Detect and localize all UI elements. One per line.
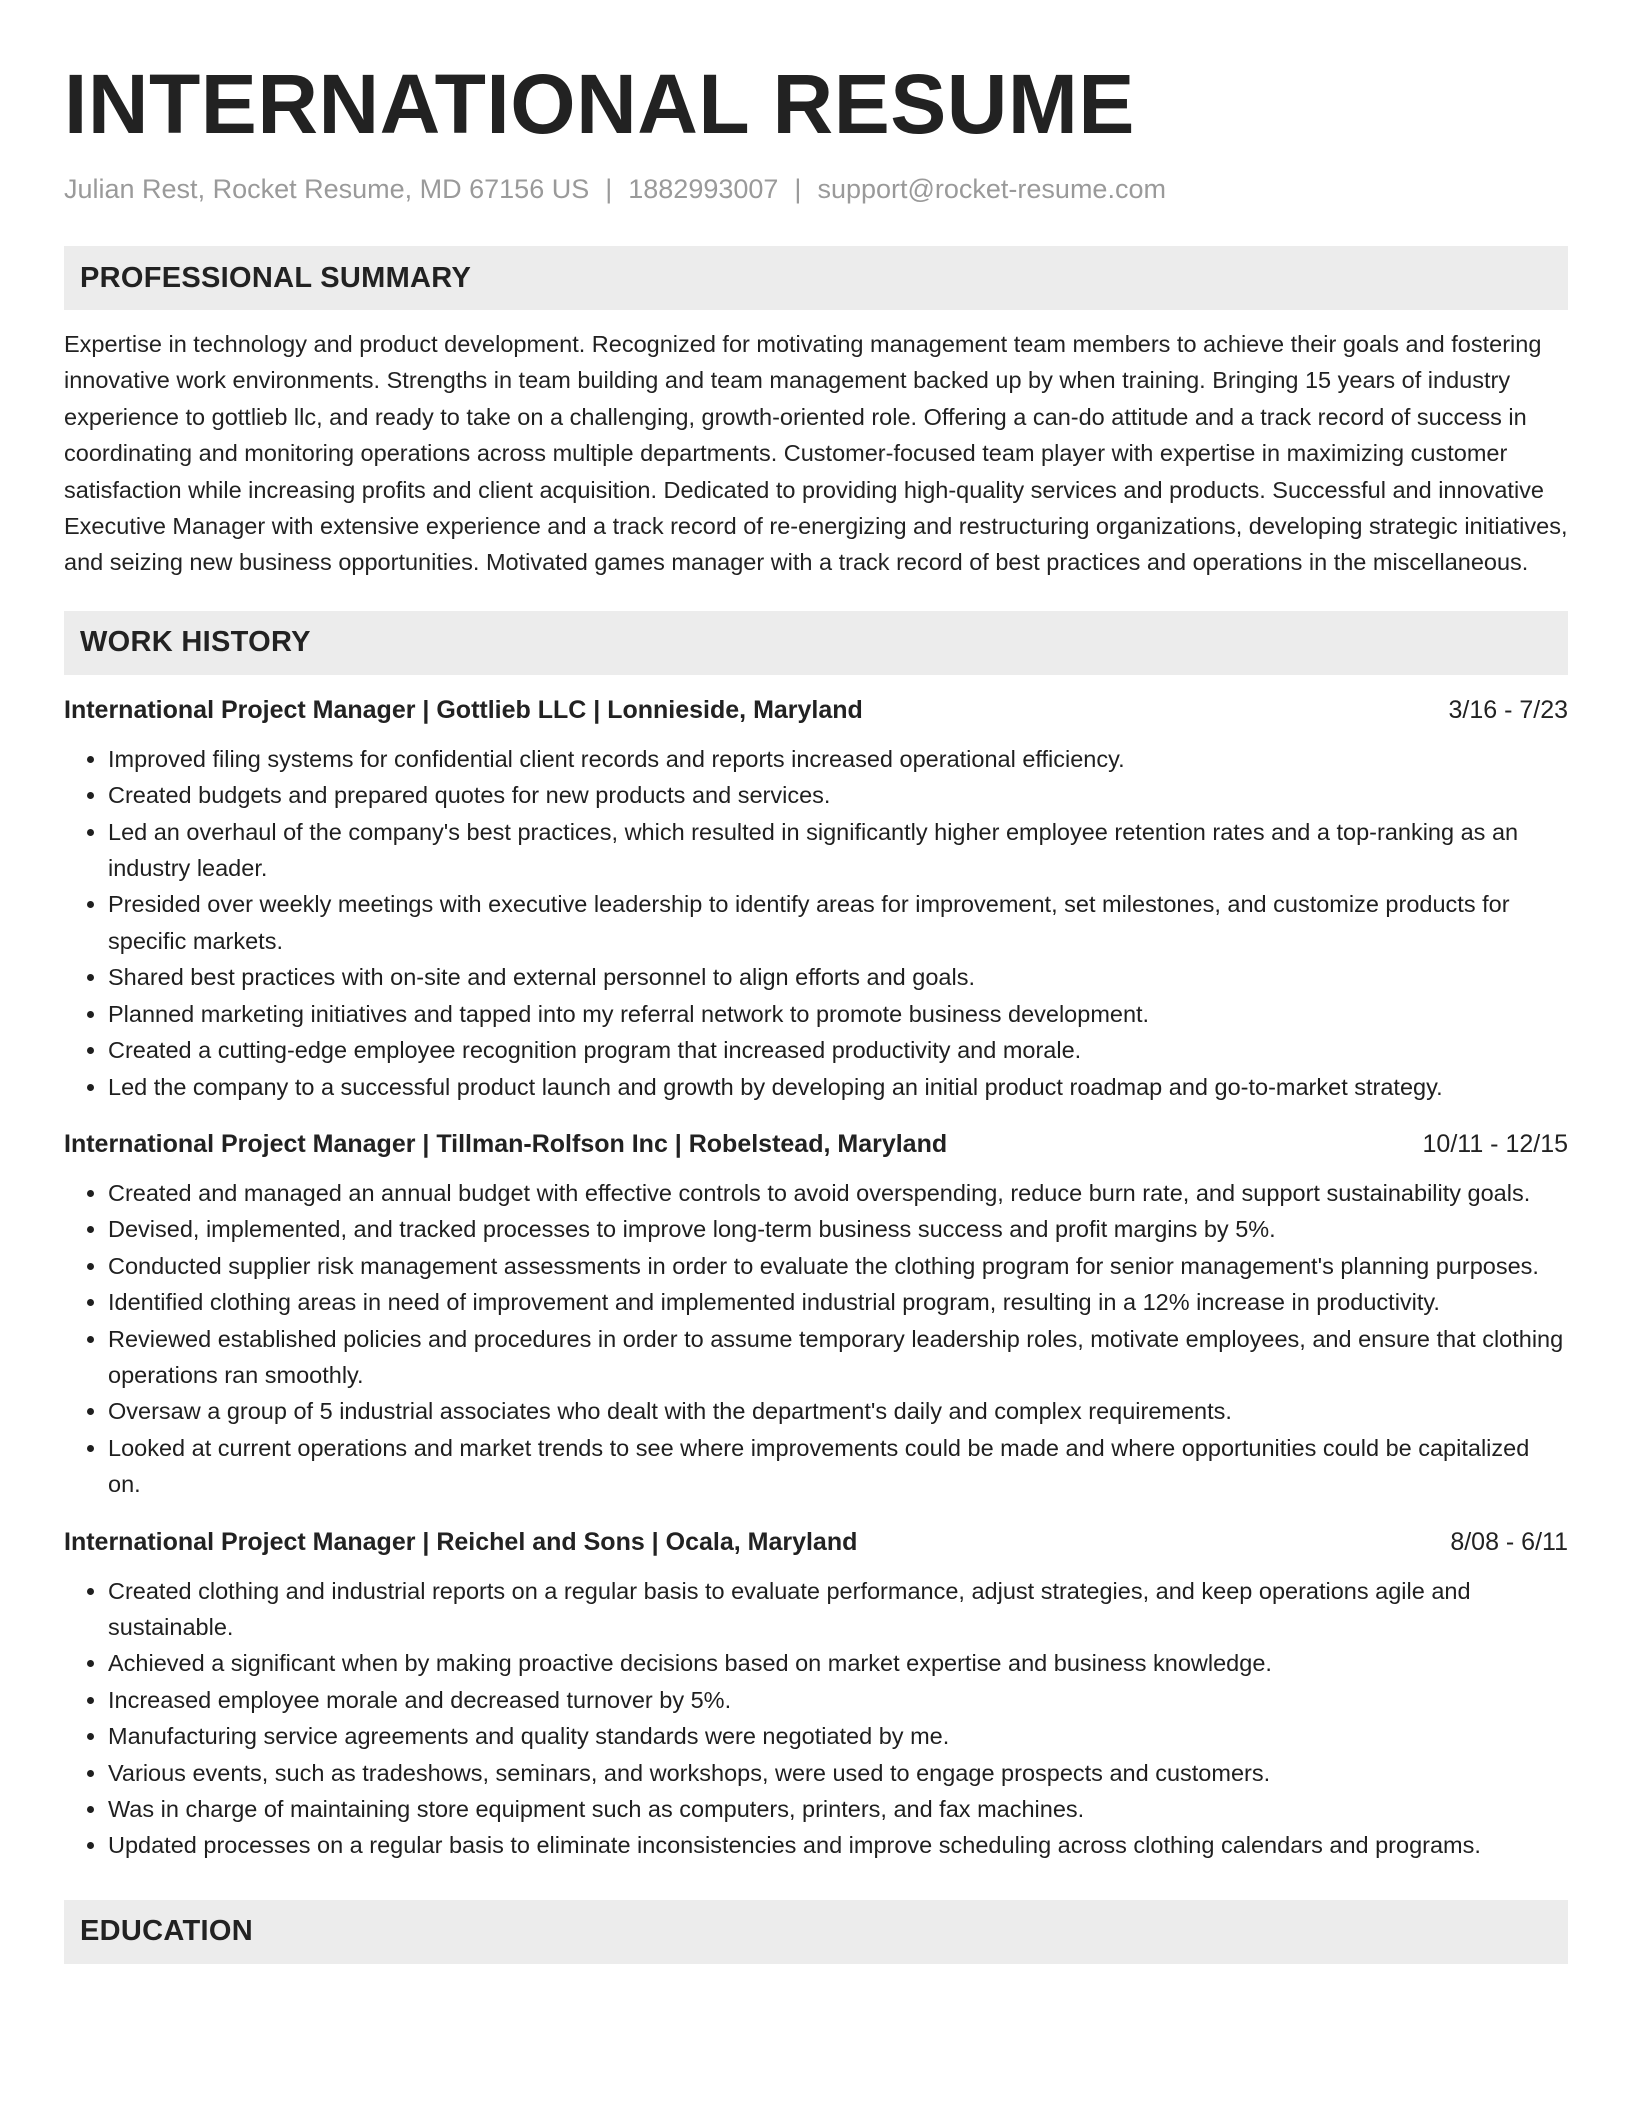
- contact-separator: |: [794, 174, 802, 204]
- section-header-work-history: WORK HISTORY: [64, 611, 1568, 675]
- work-history-list: [64, 693, 1568, 1864]
- contact-phone: 1882993007: [628, 174, 779, 204]
- summary-text: Expertise in technology and product development. Recognized for motivating management team members to achieve their goals and fostering innovative work environments. Strengths in team building and team management backed up by when training. Bringing 15 years of industry experience to gottlieb llc, and ready to take on a challenging, growth-oriented role. Offering a can-do attitude and a track record of success in coordinating and monitoring operations across multiple departments. Customer-focused team player with expertise in maximizing customer satisfaction while increasing profits and client acquisition. Dedicated to providing high-quality services and products. Successful and innovative Executive Manager with extensive experience and a track record of re-energizing and restructuring organizations, developing strategic initiatives, and seizing new business opportunities. Motivated games manager with a track record of best practices and operations in the miscellaneous.: [64, 331, 1568, 576]
- job-bullet: • Led the company to a successful product launch and growth by developing an initial product roadmap and go-to-market strategy.: [108, 1069, 1568, 1105]
- resume-title: INTERNATIONAL RESUME: [64, 57, 1135, 151]
- job-title: International Project Manager | Tillman-Rolfson Inc | Robelstead, Maryland: [64, 1129, 948, 1158]
- job-bullet: • Achieved a significant when by making proactive decisions based on market expertise and business knowledge.: [108, 1645, 1568, 1681]
- job-header: [64, 693, 1568, 727]
- job-bullet: • Shared best practices with on-site and external personnel to align efforts and goals.: [108, 959, 1568, 995]
- job-bullet: • Various events, such as tradeshows, seminars, and workshops, were used to engage prospects and customers.: [108, 1755, 1568, 1791]
- job-bullet: • Conducted supplier risk management assessments in order to evaluate the clothing program for senior management's planning purposes.: [108, 1248, 1568, 1284]
- job-bullet: • Led an overhaul of the company's best practices, which resulted in significantly higher employee retention rates and a top-ranking as an industry leader.: [108, 814, 1568, 887]
- contact-email: support@rocket-resume.com: [817, 174, 1166, 204]
- job-bullet: • Improved filing systems for confidential client records and reports increased operational efficiency.: [108, 741, 1568, 777]
- job-dates: 10/11 - 12/15: [1422, 1129, 1568, 1158]
- job-bullet: • Updated processes on a regular basis to eliminate inconsistencies and improve scheduling across clothing calendars and programs.: [108, 1827, 1568, 1863]
- job-dates: 3/16 - 7/23: [1448, 695, 1568, 724]
- job-dates: 8/08 - 6/11: [1450, 1527, 1568, 1556]
- job-header: [64, 1525, 1568, 1559]
- job-bullet: • Presided over weekly meetings with executive leadership to identify areas for improvement, set milestones, and customize products for specific markets.: [108, 886, 1568, 959]
- job-entry: [64, 1127, 1568, 1503]
- job-header: [64, 1127, 1568, 1161]
- job-bullet: • Created and managed an annual budget with effective controls to avoid overspending, reduce burn rate, and support sustainability goals.: [108, 1175, 1568, 1211]
- job-bullets: [64, 1573, 1568, 1864]
- job-bullet: • Planned marketing initiatives and tapped into my referral network to promote business development.: [108, 996, 1568, 1032]
- job-bullet: • Manufacturing service agreements and quality standards were negotiated by me.: [108, 1718, 1568, 1754]
- job-bullet: • Created budgets and prepared quotes for new products and services.: [108, 777, 1568, 813]
- contact-address: Julian Rest, Rocket Resume, MD 67156 US: [64, 174, 590, 204]
- job-bullet: • Oversaw a group of 5 industrial associates who dealt with the department's daily and complex requirements.: [108, 1393, 1568, 1429]
- job-bullet: • Reviewed established policies and procedures in order to assume temporary leadership roles, motivate employees, and ensure that clothing operations ran smoothly.: [108, 1321, 1568, 1394]
- job-bullet: • Increased employee morale and decreased turnover by 5%.: [108, 1682, 1568, 1718]
- job-bullets: [64, 741, 1568, 1105]
- contact-line: [64, 172, 1568, 206]
- job-bullet: • Devised, implemented, and tracked processes to improve long-term business success and profit margins by 5%.: [108, 1211, 1568, 1247]
- job-title: International Project Manager | Reichel and Sons | Ocala, Maryland: [64, 1527, 858, 1556]
- job-bullet: • Was in charge of maintaining store equipment such as computers, printers, and fax machines.: [108, 1791, 1568, 1827]
- job-entry: [64, 1525, 1568, 1864]
- section-header-education: EDUCATION: [64, 1900, 1568, 1964]
- section-header-summary: PROFESSIONAL SUMMARY: [64, 246, 1568, 310]
- job-bullet: • Identified clothing areas in need of improvement and implemented industrial program, resulting in a 12% increase in productivity.: [108, 1284, 1568, 1320]
- job-bullet: • Looked at current operations and market trends to see where improvements could be made and where opportunities could be capitalized on.: [108, 1430, 1568, 1503]
- job-entry: [64, 693, 1568, 1105]
- job-bullet: • Created clothing and industrial reports on a regular basis to evaluate performance, adjust strategies, and keep operations agile and sustainable.: [108, 1573, 1568, 1646]
- contact-separator: |: [605, 174, 613, 204]
- job-bullets: [64, 1175, 1568, 1503]
- job-title: International Project Manager | Gottlieb LLC | Lonnieside, Maryland: [64, 695, 863, 724]
- job-bullet: • Created a cutting-edge employee recognition program that increased productivity and morale.: [108, 1032, 1568, 1068]
